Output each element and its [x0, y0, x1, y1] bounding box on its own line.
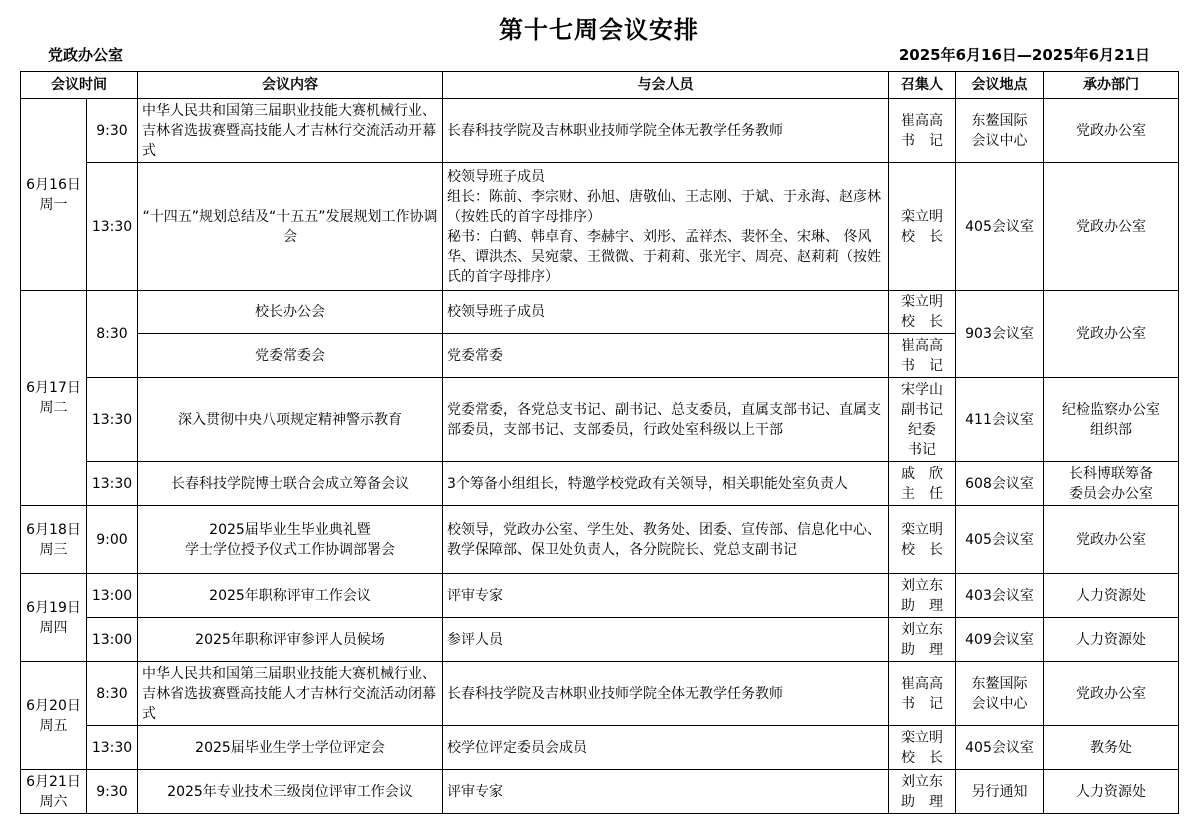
- dept-cell: 长科博联筹备 委员会办公室: [1044, 462, 1179, 506]
- content-cell: 2025年职称评审工作会议: [138, 574, 443, 618]
- time-cell: 13:30: [87, 378, 138, 462]
- table-row: [21, 726, 1179, 770]
- attendees-cell: 评审专家: [443, 770, 889, 814]
- time-cell: 9:00: [87, 506, 138, 574]
- host-cell: 刘立东 助 理: [889, 618, 956, 662]
- location-cell: 405会议室: [956, 163, 1044, 291]
- attendees-cell: 党委常委: [443, 334, 889, 378]
- table-row: [21, 291, 1179, 334]
- host-cell: 栾立明 校 长: [889, 506, 956, 574]
- header-time: 会议时间: [21, 72, 138, 99]
- time-cell: 9:30: [87, 99, 138, 163]
- attendees-cell: 校领导班子成员: [443, 291, 889, 334]
- location-cell: 403会议室: [956, 574, 1044, 618]
- table-row: [21, 378, 1179, 462]
- table-row: [21, 462, 1179, 506]
- table-row: [21, 618, 1179, 662]
- table-row: [21, 770, 1179, 814]
- location-cell: 405会议室: [956, 506, 1044, 574]
- date-range: 2025年6月16日—2025年6月21日: [898, 46, 1150, 64]
- host-cell: 栾立明 校 长: [889, 291, 956, 334]
- content-cell: 2025年专业技术三级岗位评审工作会议: [138, 770, 443, 814]
- day-cell: 6月20日 周五: [21, 662, 87, 770]
- header-attendees: 与会人员: [443, 72, 889, 99]
- day-cell: 6月18日 周三: [21, 506, 87, 574]
- time-cell: 13:00: [87, 618, 138, 662]
- day-cell: 6月17日 周二: [21, 291, 87, 506]
- dept-cell: 党政办公室: [1044, 99, 1179, 163]
- attendees-cell: 校领导，党政办公室、学生处、教务处、团委、宣传部、信息化中心、教学保障部、保卫处负责人，各分院院长、党总支副书记: [443, 506, 889, 574]
- page-title: 第十七周会议安排: [499, 16, 699, 44]
- header-dept: 承办部门: [1044, 72, 1179, 99]
- header-location: 会议地点: [956, 72, 1044, 99]
- header-host: 召集人: [889, 72, 956, 99]
- host-cell: 栾立明 校 长: [889, 726, 956, 770]
- location-cell: 东鳌国际 会议中心: [956, 662, 1044, 726]
- dept-cell: 党政办公室: [1044, 662, 1179, 726]
- content-cell: 2025届毕业生学士学位评定会: [138, 726, 443, 770]
- attendees-cell: 党委常委，各党总支书记、副书记、总支委员，直属支部书记、直属支部委员，支部书记、支部委员，行政处室科级以上干部: [443, 378, 889, 462]
- table-row: [21, 662, 1179, 726]
- time-cell: 9:30: [87, 770, 138, 814]
- time-cell: 8:30: [87, 662, 138, 726]
- office-label: 党政办公室: [48, 46, 124, 64]
- host-cell: 刘立东 助 理: [889, 574, 956, 618]
- attendees-cell: 校学位评定委员会成员: [443, 726, 889, 770]
- day-cell: 6月16日 周一: [21, 99, 87, 291]
- day-cell: 6月19日 周四: [21, 574, 87, 662]
- content-cell: 中华人民共和国第三届职业技能大赛机械行业、吉林省选拔赛暨高技能人才吉林行交流活动开幕式: [138, 99, 443, 163]
- host-cell: 崔高高 书 记: [889, 662, 956, 726]
- attendees-cell: 长春科技学院及吉林职业技师学院全体无教学任务教师: [443, 99, 889, 163]
- time-cell: 13:30: [87, 462, 138, 506]
- table-row: [21, 506, 1179, 574]
- content-cell: “十四五”规划总结及“十五五”发展规划工作协调会: [138, 163, 443, 291]
- time-cell: 13:30: [87, 726, 138, 770]
- location-cell: 411会议室: [956, 378, 1044, 462]
- header-content: 会议内容: [138, 72, 443, 99]
- content-cell: 中华人民共和国第三届职业技能大赛机械行业、吉林省选拔赛暨高技能人才吉林行交流活动闭幕式: [138, 662, 443, 726]
- attendees-cell: 评审专家: [443, 574, 889, 618]
- host-cell: 栾立明 校 长: [889, 163, 956, 291]
- content-cell: 长春科技学院博士联合会成立筹备会议: [138, 462, 443, 506]
- table-row: [21, 163, 1179, 291]
- host-cell: 崔高高 书 记: [889, 99, 956, 163]
- host-cell: 戚 欣 主 任: [889, 462, 956, 506]
- location-cell: 东鳌国际 会议中心: [956, 99, 1044, 163]
- day-cell: 6月21日 周六: [21, 770, 87, 814]
- header-row: [21, 72, 1179, 99]
- location-cell: 另行通知: [956, 770, 1044, 814]
- table-row: [21, 99, 1179, 163]
- content-cell: 党委常委会: [138, 334, 443, 378]
- location-cell: 608会议室: [956, 462, 1044, 506]
- location-cell: 405会议室: [956, 726, 1044, 770]
- dept-cell: 人力资源处: [1044, 618, 1179, 662]
- dept-cell: 人力资源处: [1044, 574, 1179, 618]
- content-cell: 2025届毕业生毕业典礼暨 学士学位授予仪式工作协调部署会: [138, 506, 443, 574]
- dept-cell: 人力资源处: [1044, 770, 1179, 814]
- dept-cell: 纪检监察办公室 组织部: [1044, 378, 1179, 462]
- dept-cell: 教务处: [1044, 726, 1179, 770]
- time-cell: 13:30: [87, 163, 138, 291]
- attendees-cell: 参评人员: [443, 618, 889, 662]
- content-cell: 深入贯彻中央八项规定精神警示教育: [138, 378, 443, 462]
- attendees-cell: 3个筹备小组组长，特邀学校党政有关领导，相关职能处室负责人: [443, 462, 889, 506]
- host-cell: 崔高高 书 记: [889, 334, 956, 378]
- dept-cell: 党政办公室: [1044, 506, 1179, 574]
- schedule-table: [20, 71, 1179, 814]
- dept-cell: 党政办公室: [1044, 163, 1179, 291]
- dept-cell: 党政办公室: [1044, 291, 1179, 378]
- location-cell: 903会议室: [956, 291, 1044, 378]
- host-cell: 宋学山 副书记 纪委 书记: [889, 378, 956, 462]
- time-cell: 8:30: [87, 291, 138, 378]
- attendees-cell: 校领导班子成员 组长：陈前、李宗财、孙旭、唐敬仙、王志刚、于斌、于永海、赵彦林（按姓氏的首字母排序） 秘书：白鹤、韩卓育、李赫宇、刘彤、孟祥杰、裴怀全、宋琳、 佟风华、谭洪杰、吴宛蒙、王微微、于莉莉、张光宇、周亮、赵莉莉（按姓氏的首字母排序）: [443, 163, 889, 291]
- table-row: [21, 574, 1179, 618]
- time-cell: 13:00: [87, 574, 138, 618]
- content-cell: 2025年职称评审参评人员候场: [138, 618, 443, 662]
- host-cell: 刘立东 助 理: [889, 770, 956, 814]
- location-cell: 409会议室: [956, 618, 1044, 662]
- content-cell: 校长办公会: [138, 291, 443, 334]
- attendees-cell: 长春科技学院及吉林职业技师学院全体无教学任务教师: [443, 662, 889, 726]
